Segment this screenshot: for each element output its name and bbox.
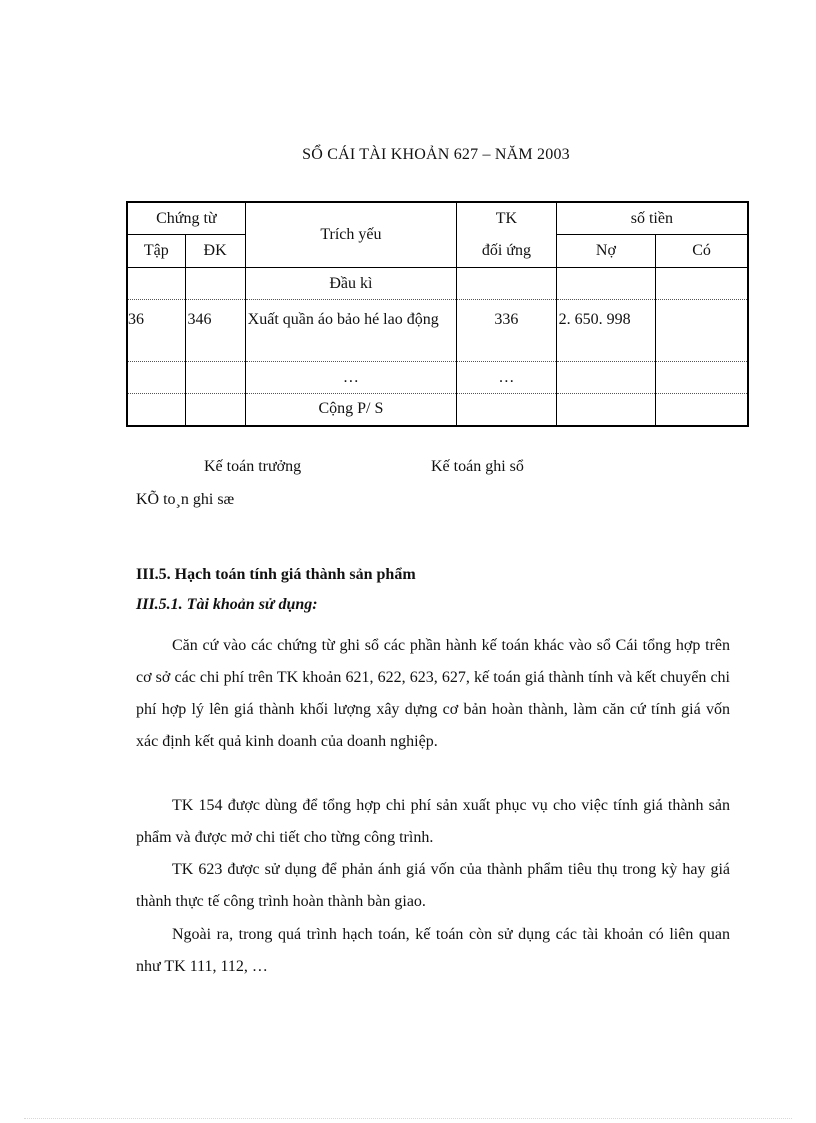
signature-bookkeeper: Kế toán ghi sổ xyxy=(431,458,524,475)
header-no: Nợ xyxy=(556,235,656,268)
paragraph-3: TK 623 được sử dụng để phản ánh giá vốn của thành phẩm tiêu thụ trong kỳ hay giá thành thực tế công trình hoàn thành bàn giao. xyxy=(136,861,730,910)
row-ellipsis-tk: … xyxy=(457,362,557,394)
page-title: SỔ CÁI TÀI KHOẢN 627 – NĂM 2003 xyxy=(302,146,570,163)
header-tk-line1: TK xyxy=(495,210,518,227)
section-heading: III.5. Hạch toán tính giá thành sản phẩm xyxy=(136,566,416,583)
section-subheading: III.5.1. Tài khoản sử dụng: xyxy=(136,596,318,613)
header-co: Có xyxy=(656,235,748,268)
row-total-label: Cộng P/ S xyxy=(245,394,456,426)
row-entry-co xyxy=(656,300,748,362)
header-tap: Tập xyxy=(127,235,185,268)
header-chung-tu: Chứng từ xyxy=(156,209,217,227)
header-tk-doi-ung xyxy=(457,202,557,268)
row-entry-dk: 346 xyxy=(185,300,245,362)
paragraph-4: Ngoài ra, trong quá trình hạch toán, kế toán còn sử dụng các tài khoản có liên quan như TK 111, 112, … xyxy=(136,926,730,975)
signature-chief-accountant: Kế toán trưởng xyxy=(204,458,302,475)
signature-garbled-text: KÕ to¸n ghi sæ xyxy=(136,491,235,508)
row-dau-ki-label: Đầu kì xyxy=(245,268,456,300)
table-row xyxy=(127,300,748,362)
row-ellipsis-trich-yeu: … xyxy=(245,362,456,394)
header-trich-yeu: Trích yếu xyxy=(245,202,456,268)
table-row xyxy=(127,268,748,300)
table-row xyxy=(127,394,748,426)
paragraph-2: TK 154 được dùng để tổng hợp chi phí sản xuất phục vụ cho việc tính giá thành sản phẩm và được mở chi tiết cho từng công trình. xyxy=(136,797,730,846)
row-entry-tk: 336 xyxy=(457,300,557,362)
header-so-tien: số tiền xyxy=(556,202,748,235)
footer-divider xyxy=(24,1118,792,1119)
ledger-table xyxy=(126,201,749,427)
table-header-row xyxy=(127,202,748,235)
header-tk-line2: đối ứng xyxy=(481,242,531,259)
paragraph-1: Căn cứ vào các chứng từ ghi sổ các phần hành kế toán khác vào sổ Cái tổng hợp trên cơ sở các chi phí trên TK khoản 621, 622, 623, 627, kế toán giá thành tính và kết chuyển chi phí hợp lý lên giá thành khối lượng xây dựng cơ bản hoàn thành, làm căn cứ tính giá vốn xác định kết quả kinh doanh của doanh nghiệp. xyxy=(136,637,730,750)
header-dk: ĐK xyxy=(185,235,245,268)
table-row xyxy=(127,362,748,394)
row-entry-tap: 36 xyxy=(127,300,185,362)
row-entry-no: 2. 650. 998 xyxy=(556,300,656,362)
row-entry-trich-yeu: Xuất quần áo bảo hé lao động xyxy=(245,300,456,362)
